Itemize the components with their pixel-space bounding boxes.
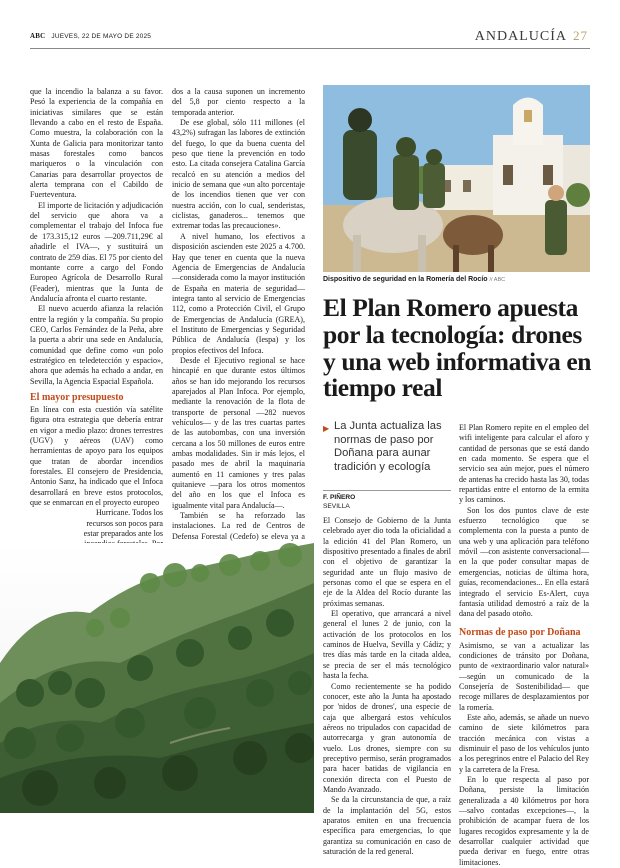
column-3 <box>323 516 451 857</box>
photo-credit: // ABC <box>489 277 506 283</box>
paragraph: En lo que respecta al paso por Doñana, persiste la limitación generalizada a 40 kilómetros por hora —salvo contadas excepciones—, la prohibición de acampar fuera de los lugares recogidos expresamente y la de desarrollar cualquier actividad que pueda derivar en fuego, entre otras limitaciones. <box>459 775 589 867</box>
rocio-security-photo <box>323 85 590 272</box>
paragraph: El Plan Romero repite en el empleo del wifi inteligente para calcular el aforo y cantidad de personas que se está dando en cada momento. Se espera que el servicio sea aún mejor, pues el número de antenas ha crecido hasta las 30, todas repartidas entre el entorno de la ermita y los caminos. <box>459 423 589 505</box>
page-header-left <box>30 32 151 40</box>
article-subhead-block <box>323 420 451 474</box>
author-name: F. PIÑERO <box>323 494 356 501</box>
paragraph: Hurricane. Todos los recursos son pocos para estar preparados ante los <box>83 508 163 539</box>
section-heading: El mayor presupuesto <box>30 391 124 403</box>
paragraph: dos a la causa suponen un incremento del 5,8 por ciento respecto a la temporada anterior. <box>172 87 305 117</box>
paragraph: Se da la circunstancia de que, a raíz de la implantación del 5G, estos aparatos emiten en una frecuencia específica para emergencias, lo que garantiza su comunicación en caso de saturación de la red general. <box>323 795 451 856</box>
paragraph: Son los dos puntos clave de este esfuerzo tecnológico que se complementa con la puesta a punto de una web y una aplicación para teléfono móvil —con asistente conversacional— en la que poder consultar mapas de emergencias, noticias de última hora, guías, recomendaciones... En ella estará integrado el servicio Es-Alert, cuya fantasía utilidad demostró a raíz de la dana del pasado otoño. <box>459 505 589 619</box>
column-4 <box>459 423 589 868</box>
dateline-city: SEVILLA <box>323 502 350 510</box>
paragraph: El nuevo acuerdo afianza la relación entre la región y la compañía. Su propio CEO, Carlos Fernández de la Peña, abre la puerta a abrir una sede en Andalucía, comunidad que define como «un polo estratégico en teledetección y espacio», ahora que además ha echado a andar, en Sevilla, la Agencia Espacial Española. <box>30 304 163 386</box>
photo-caption <box>323 276 590 283</box>
paragraph: También se ha reforzado las instalaciones. La red de Centros de Defensa Forestal (Cedefo) se eleva ya a <box>172 511 305 541</box>
paragraph: En línea con esta cuestión vía satélite figura otra estrategia que debería entrar en vigor a medio plazo: drones terrestres (UGV) y aéreos (UAV) como herramientas de apoyo para los equipos que tratan de abordar incendios forestales. El consejero de Presidencia, Antonio Sanz, ha indicado que el Infoca desarrollará en breve estos protocolos, que se enmarcan en el proyecto europeo <box>30 404 163 508</box>
section-header <box>475 28 588 45</box>
paragraph: A nivel humano, los efectivos a disposición ascienden este 2025 a 4.700. Hay que tener en cuenta que la nueva Agencia de Emergencias de Andalucía —considerada como la mayor institución de España en materia de seguridad— integra tanto al servicio de Emergencias 112, como a Protección Civil, el Grupo de Emergencias de Andalucía (GREA), el Instituto de Emergencias y Seguridad Pública de Andalucía (Iespa) y los propios efectivos del Infoca. <box>172 231 305 355</box>
paragraph: que la incendio la balanza a su favor. Pesó la experiencia de la compañía en iniciativas similares que se están llevando a cabo en el resto de España. Como muestra, la colaboración con la Xunta de Galicia para monitorizar tanto masas forestales como bancos mariqueros o la vinculación con Canarias para desarrollar proyectos de alerta temprana con el Cabildo de Fuerteventura. <box>30 87 163 200</box>
section-title: ANDALUCÍA <box>474 29 567 44</box>
section-heading: Normas de paso por Doñana <box>459 626 581 638</box>
page-number: 27 <box>573 28 588 43</box>
paragraph: El operativo, que arrancará a nivel general el lunes 2 de junio, con la activación de los protocolos en los caminos de Huelva, Sevilla y Cádiz; y tres días más tarde en la citada aldea, se precia de ser el más tecnológico hasta la fecha. <box>323 609 451 681</box>
paragraph: Este año, además, se añade un nuevo camino de siete kilómetros para tracción mecánica con vistas a disminuir el paso de los vehículos junto a los peregrinos entre el Palacio del Rey y la carretera de la Fresa. <box>459 712 589 774</box>
header-rule <box>30 48 590 49</box>
paragraph: El Consejo de Gobierno de la Junta celebrado ayer dio toda la oficialidad a la edición 41 del Plan Romero, un dispositivo presentado a finales de abril con el objetivo de garantizar la seguridad ante un flujo masivo de personas como el que se espera en el eje de la Aldea del Rocío durante las próximas semanas. <box>323 516 451 608</box>
brand-logo: ABC <box>30 32 46 40</box>
triangle-bullet-icon: ▶ <box>323 424 330 433</box>
paragraph: El importe de licitación y adjudicación del servicio que ahora va a complementar el trabajo del Infoca fue de 173.315,12 euros —209.711,29€ al añadirle el IVA—, y sustituirá un contrato de 259 días. El 75 por ciento del montante corre a cargo del Fondo Europeo Agrícola de Desarrollo Rural (Feader), mientras que la Junta de Andalucía afronta el cuarto restante. <box>30 200 163 303</box>
forest-landscape-photo <box>0 543 314 813</box>
paragraph: Como recientemente se ha podido conocer, este año la Junta ha apostado por 'nidos de drones', una especie de caja que albergará estos vehículos aéreos no tripulados con capacidad de autorrecarga y gran autonomía de vuelo. Los drones, siempre con su preceptivo permiso, serán programados para hacer batidas de vigilancia en conexión directa con el Puesto de Mando Avanzado. <box>323 681 451 794</box>
byline <box>323 490 451 511</box>
column-1 <box>30 87 163 602</box>
article-subhead: La Junta actualiza las normas de paso por Doñana para aunar tradición y ecología <box>334 420 442 473</box>
paragraph: Desde el Ejecutivo regional se hace hincapié en que durante estos últimos años se han ido mejorando los recursos aparejados al Plan Infoca. Por ejemplo, mediante la renovación de la flota de transporte de personal —282 nuevos vehículos— y de las tres cuartas partes de las autobombas, con una inversión cercana a los 50 millones de euros entre ambas modalidades. Sin ir más lejos, el pasado mes de abril la maquinaria aumentó en 11 camiones y tres palas quitanieve —para los otros momentos del año en los que el Infoca es igualmente vital para Andalucía—. <box>172 355 305 510</box>
paragraph: Asimismo, se van a actualizar las condiciones de tránsito por Doñana, punto de «extraordinario valor natural» —según un comunicado de la Consejería de Sostenibilidad— que recoge millares de desplazamientos por la romería. <box>459 640 589 712</box>
paragraph: De ese global, sólo 111 millones (el 43,2%) sufragan las labores de extinción del fuego, lo que da buena cuenta del peso que tiene la prevención en todo esto. La citada consejera Catalina García recalcó en su atención a medios del inicio de semana que «un alto porcentaje de los incendios tienen que ver con nuestra acción, con lo cual, senderistas, ciclistas, ganaderos... tenemos que extremar todas las precauciones». <box>172 118 305 231</box>
issue-date: JUEVES, 22 DE MAYO DE 2025 <box>51 33 152 40</box>
column-2 <box>172 87 305 604</box>
article-headline: El Plan Romero apuesta por la tecnología: drones y una web informativa en tiempo real <box>323 293 592 403</box>
caption-text: Dispositivo de seguridad en la Romería del Rocío <box>323 276 488 283</box>
